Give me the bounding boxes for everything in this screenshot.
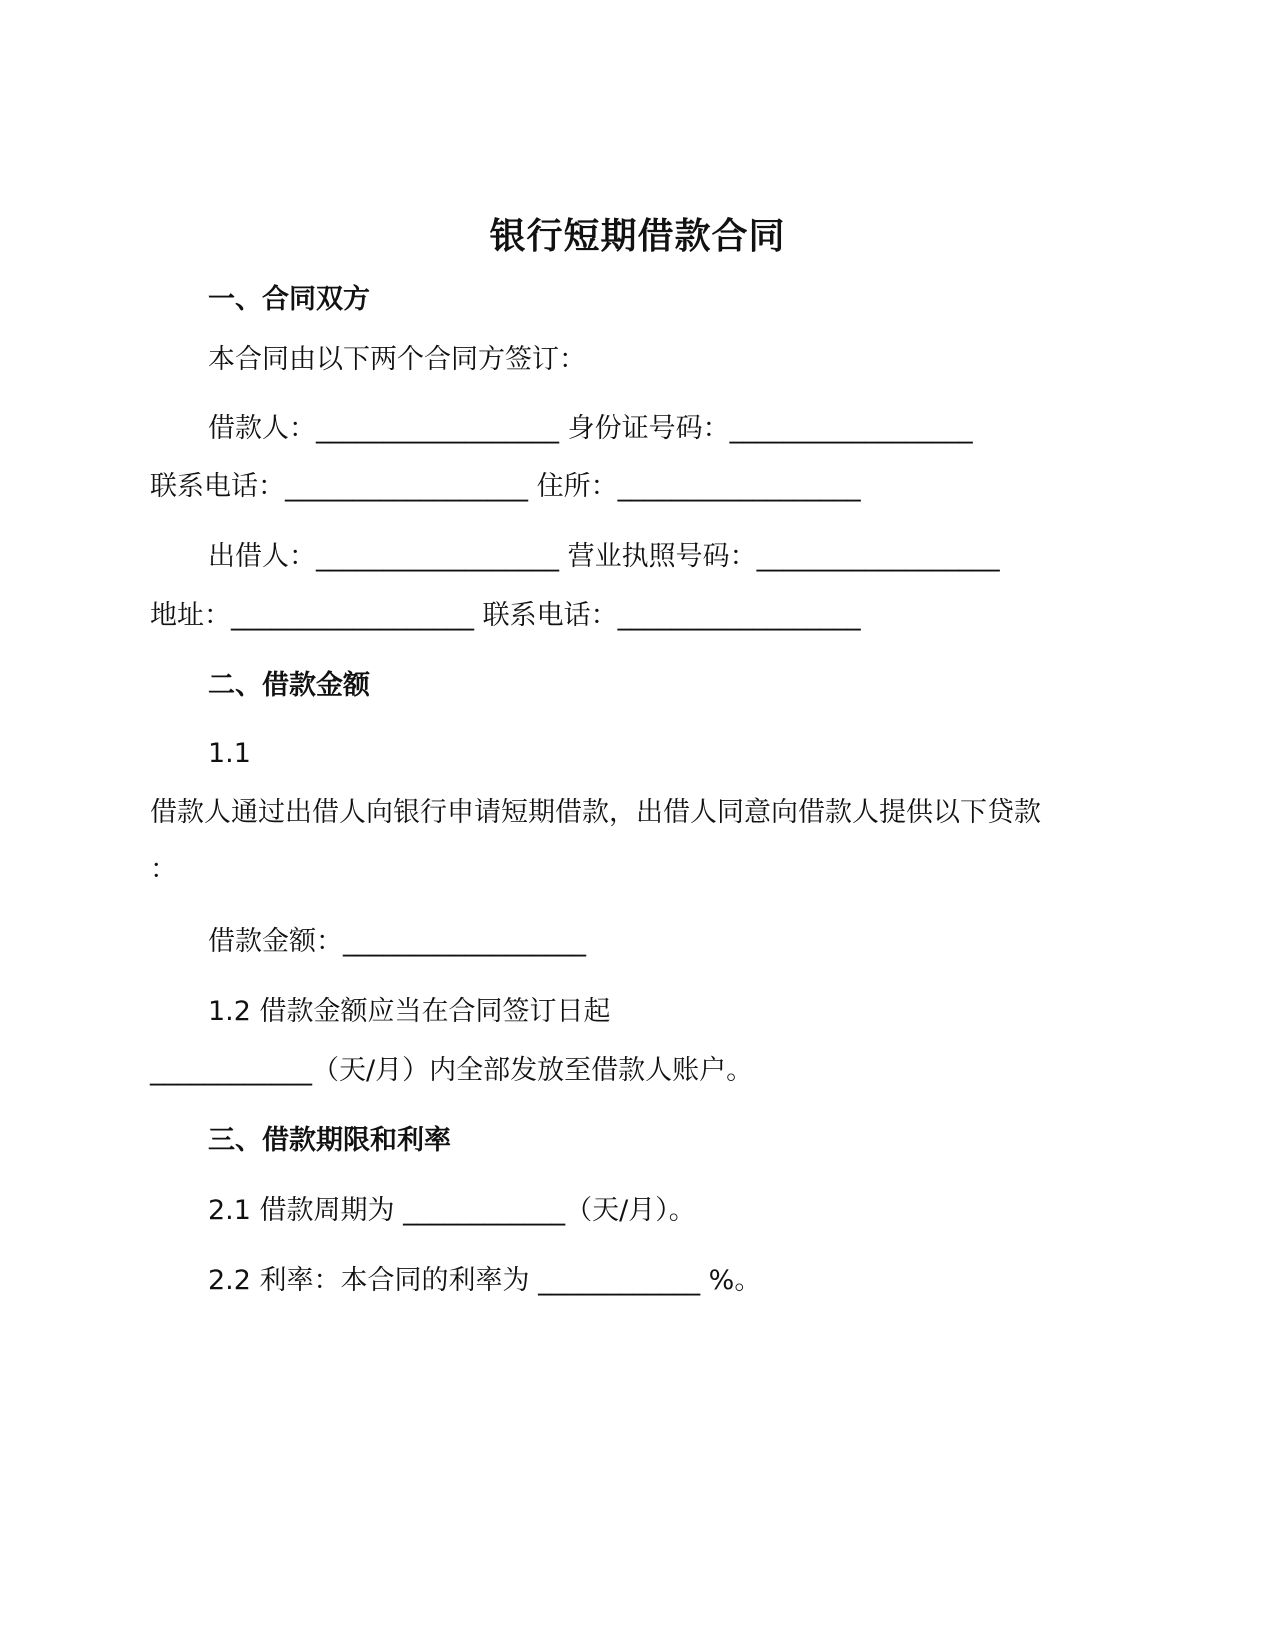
- section-1-intro: 本合同由以下两个合同方签订：: [208, 344, 586, 375]
- clause-2-1: 2.1 借款周期为 ____________（天/月）。: [208, 1195, 696, 1226]
- clause-1-1-tail: ：: [150, 854, 177, 885]
- clause-1-2-line-1: 1.2 借款金额应当在合同签订日起: [208, 996, 611, 1027]
- clause-1-1-text: 借款人通过出借人向银行申请短期借款，出借人同意向借款人提供以下贷款: [150, 797, 1041, 828]
- borrower-line: 借款人：__________________ 身份证号码：__________________: [208, 413, 973, 444]
- borrower-contact-line: 联系电话：__________________ 住所：__________________: [150, 471, 861, 502]
- clause-2-2: 2.2 利率：本合同的利率为 ____________ %。: [208, 1265, 762, 1296]
- section-1-heading: 一、合同双方: [208, 284, 370, 315]
- section-2-heading: 二、借款金额: [208, 670, 370, 701]
- lender-contact-line: 地址：__________________ 联系电话：__________________: [150, 600, 861, 631]
- clause-1-2-line-2: ____________（天/月）内全部发放至借款人账户。: [150, 1055, 754, 1086]
- document-title: 银行短期借款合同: [489, 216, 786, 257]
- section-3-heading: 三、借款期限和利率: [208, 1125, 451, 1156]
- lender-line: 出借人：__________________ 营业执照号码：__________________: [208, 541, 1000, 572]
- loan-amount-line: 借款金额：__________________: [208, 926, 586, 957]
- clause-1-1-number: 1.1: [208, 738, 251, 769]
